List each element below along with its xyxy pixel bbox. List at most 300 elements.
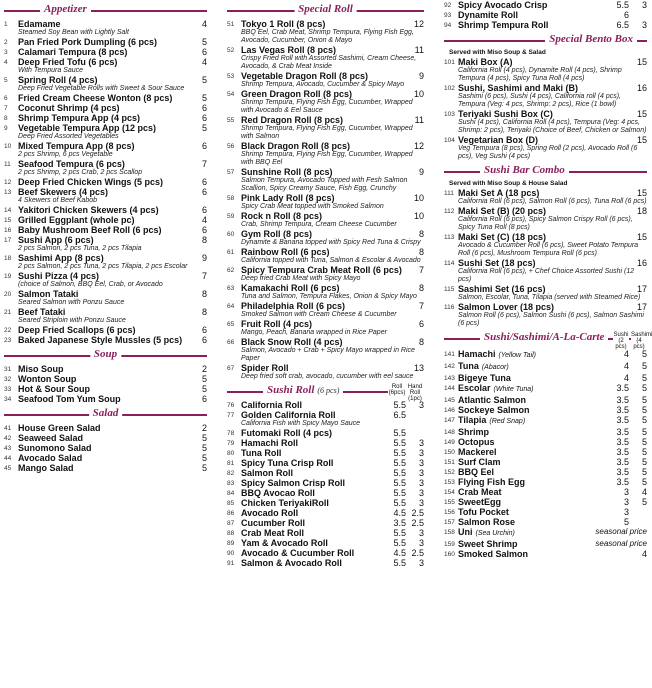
section-title [263,384,343,396]
menu-item [444,206,647,232]
item-name-text: Beef Skewers (4 pcs) [18,187,109,197]
item-number: 90 [227,550,235,557]
menu-item [444,135,647,161]
item-price: 13 [413,363,424,373]
menu-item [444,57,647,83]
price-primary: 4 [623,373,629,383]
item-price: 2 [201,364,207,374]
item-number: 94 [444,22,452,29]
item-number: 142 [444,363,455,370]
price-secondary: 3 [418,468,424,478]
item-name-text: Bigeye Tuna [458,373,511,383]
item-number: 9 [4,125,8,132]
item-description: California topped with Tuna, Salmon & Escolar & Avocado [241,257,421,264]
item-name-text: Mackerel [458,447,497,457]
item-name [241,229,424,239]
item-number: 53 [227,73,235,80]
item-name [241,247,424,257]
item-name-text: Spicy Tuna Crisp Roll [241,458,334,468]
menu-item [444,258,647,284]
item-name-text: Deep Fried Chicken Wings (5 pcs) [18,177,163,187]
item-alt-name: (Yellow Tail) [498,352,537,359]
menu-item [4,423,207,433]
item-name-text: Maki Set A (18 pcs) [458,188,540,198]
price-primary: 3.5 [616,467,629,477]
item-name-text: Uni [458,527,473,537]
menu-item [227,229,424,247]
item-alt-name: (Red Snap) [489,418,526,425]
item-number: 3 [4,49,8,56]
item-number: 32 [4,376,12,383]
menu-item [227,548,424,558]
menu-item [227,89,424,115]
item-name-text: Seafood Tom Yum Soup [18,394,121,404]
menu-item [227,115,424,141]
item-name [18,141,207,151]
menu-item [444,415,647,427]
item-description: Avocado & Cucumber Roll (6 pcs), Sweet Potato Tempura Roll (6 pcs), Mushroom Tempura Roll (6 pcs) [458,242,639,257]
item-number: 51 [227,21,235,28]
item-name-text: Pan Fried Pork Dumpling (6 pcs) [18,37,158,47]
item-number: 155 [444,499,455,506]
price-secondary: 5 [641,457,647,467]
item-description: Smoked Salmon with Cream Cheese & Cucumber [241,311,397,318]
item-description: California Roll (4 pcs), Dynamite Roll (4 pcs), Shrimp Tempura (4 pcs), Spicy Tuna Roll (4 pcs) [458,67,622,82]
item-number: 143 [444,375,455,382]
menu-item [227,19,424,45]
item-name-text: Salmon Roll [241,468,294,478]
item-number: 83 [227,480,235,487]
menu-item [4,394,207,404]
item-name [241,337,424,347]
item-name-text: Spicy Tempura Crab Meat Roll (6 pcs) [241,265,402,275]
item-price: 8 [418,229,424,239]
item-name [458,57,647,67]
price-secondary: 3 [418,478,424,488]
menu-item [227,265,424,283]
price-primary: 5.5 [393,558,406,568]
price-primary: 5.5 [393,458,406,468]
price-secondary: 3 [418,488,424,498]
price-secondary: 5 [641,361,647,371]
item-number: 88 [227,530,235,537]
item-name-text: Atlantic Salmon [458,395,527,405]
item-price: 6 [201,187,207,197]
item-price: 15 [636,188,647,198]
item-name-text: Gym Roll (8 pcs) [241,229,313,239]
menu-item [4,225,207,235]
item-number: 92 [444,2,452,9]
item-name-text: Seafood Tempura (6 pcs) [18,159,125,169]
item-number: 157 [444,519,455,526]
item-name-text: Sashimi App (8 pcs) [18,253,104,263]
item-name [458,549,647,559]
item-number: 18 [4,255,12,262]
item-name [18,443,207,453]
item-name-text: Octopus [458,437,495,447]
item-number: 44 [4,455,12,462]
item-description: Deep fried soft crab, avocado, cucumber with eel sauce [241,373,414,380]
item-name-text: Yakitori Chicken Skewers (4 pcs) [18,205,159,215]
price-secondary: 4 [641,549,647,559]
item-description: California Fish with Spicy Mayo Sauce [241,420,361,427]
item-description: Salmon Roll (6 pcs), Salmon Sushi (6 pcs), Salmon Sashimi (6 pcs) [458,312,644,327]
item-description: Seared Salmon with Ponzu Sauce [18,299,125,306]
item-description: Crab, Shrimp Tempura, Cream Cheese Cucumber [241,221,397,228]
section-title-text: Soup [93,348,118,360]
item-name [241,19,424,29]
price-primary: 3.5 [616,427,629,437]
item-number: 156 [444,509,455,516]
item-name-text: Black Snow Roll (4 pcs) [241,337,343,347]
item-number: 78 [227,430,235,437]
price-secondary: 3 [418,458,424,468]
price-secondary: 3 [418,498,424,508]
item-name-text: Chicken TeriyakiRoll [241,498,329,508]
item-number: 158 [444,529,455,536]
item-name-text: Calamari Tempura (8 pcs) [18,47,128,57]
item-description: Salmon Tempura, Avocado Topped with Fesh Salmon Scallion, Spicy Creamy Sauce, Fish Egg, Crunchy [241,177,408,192]
price-secondary: 5 [641,395,647,405]
menu-item [444,477,647,487]
item-number: 65 [227,321,235,328]
item-name [241,89,424,99]
price-secondary: 3 [418,448,424,458]
menu-item [4,433,207,443]
section-title [480,331,608,343]
menu-item [444,383,647,395]
item-number: 141 [444,351,455,358]
item-description: Salmon, Avocado + Crab + Spicy Mayo wrapped in Rice Paper [241,347,415,362]
item-name-text: Kamakachi Roll (6 pcs) [241,283,340,293]
menu-item [4,307,207,325]
item-number: 13 [4,189,12,196]
item-name [18,205,207,215]
item-price: 6 [201,103,207,113]
section-title-text: Sushi/Sashimi/A-La-Carte [484,331,605,343]
price-secondary: 5 [641,437,647,447]
item-number: 59 [227,213,235,220]
section-header [4,3,207,17]
menu-item [227,478,424,488]
item-name [458,135,647,145]
item-name-text: House Green Salad [18,423,101,433]
item-name-text: Fried Cream Cheese Wonton (8 pcs) [18,93,173,103]
item-price: 6 [201,141,207,151]
price-primary: 5.5 [616,0,629,10]
item-name-text: Tokyo 1 Roll (8 pcs) [241,19,326,29]
price-primary: 5 [623,517,629,527]
item-name-text: Golden California Roll [241,410,336,420]
item-number: 77 [227,412,235,419]
item-name-text: Yam & Avocado Roll [241,538,328,548]
menu-item [4,271,207,289]
price-secondary: 5 [641,477,647,487]
item-number: 16 [4,227,12,234]
item-description: Veg Tempura (8 pcs), Spring Roll (2 pcs), Avocado Roll (6 pcs), Veg Sushi (4 pcs) [458,145,638,160]
item-name-text: Maki Box (A) [458,57,513,67]
item-name-text: Sunshine Roll (8 pcs) [241,167,333,177]
item-price: 4 [201,57,207,67]
item-description: 2 pcs Shrimp, 6 pcs Vegetable [18,151,113,158]
menu-item [227,211,424,229]
price-primary: 3.5 [616,405,629,415]
item-number: 2 [4,39,8,46]
item-price: 5 [201,384,207,394]
item-name [18,225,207,235]
item-number: 103 [444,111,455,118]
item-number: 62 [227,267,235,274]
item-name-text: Flying Fish Egg [458,477,525,487]
item-name-text: Tilapia [458,415,487,425]
item-number: 34 [4,396,12,403]
item-description: Mango, Peach, Banana wrapped in Rice Paper [241,329,387,336]
item-price: 12 [413,19,424,29]
item-number: 7 [4,105,8,112]
item-number: 6 [4,95,8,102]
section-title [40,3,91,15]
item-price: 5 [201,374,207,384]
item-price: 4 [201,19,207,29]
menu-item [4,123,207,141]
menu-item [4,75,207,93]
menu-item [444,20,647,30]
menu-item [4,374,207,384]
section-header [4,407,207,421]
item-name-text: Surf Clam [458,457,501,467]
price-secondary: 4 [641,487,647,497]
item-description: Steamed Soy Bean with Lightly Salt [18,29,129,36]
item-name-text: SweetEgg [458,497,502,507]
item-price: 6 [201,325,207,335]
item-number: 17 [4,237,12,244]
item-name-text: Tofu Pocket [458,507,509,517]
item-number: 148 [444,429,455,436]
price-primary: 5.5 [393,498,406,508]
item-number: 147 [444,417,455,424]
item-number: 89 [227,540,235,547]
item-description: Dynamite & Banana topped with Spicy Red Tuna & Crispy [241,239,421,246]
section-header [227,384,424,402]
menu-item [4,113,207,123]
item-price: 5 [201,463,207,473]
item-name-text: Sockeye Salmon [458,405,530,415]
item-name [458,232,647,242]
seasonal-price: seasonal price [595,539,647,548]
column-header-sushi: Sushi (2 pcs) [613,332,629,350]
price-secondary: 3 [418,528,424,538]
price-primary: 3.5 [616,477,629,487]
section-title-text: Appetizer [44,3,87,15]
menu-item [4,384,207,394]
item-name [241,319,424,329]
section-header [444,33,647,47]
price-secondary: 3 [641,0,647,10]
menu-item [444,549,647,559]
menu-item [444,109,647,135]
section-header [227,3,424,17]
item-name-text: Cucumber Roll [241,518,306,528]
item-name [18,177,207,187]
item-description: Sushi (4 pcs), California Roll (4 pcs), Tempura (Veg: 4 pcs, Shrimp: 2 pcs), Teriyaki (Choice of Beef, Chicken or Salmon) [458,119,647,134]
item-name [18,113,207,123]
price-primary: 5.5 [393,538,406,548]
menu-item [4,47,207,57]
menu-item [227,528,424,538]
price-primary: 5.5 [393,400,406,410]
price-primary: 3.5 [616,437,629,447]
item-number: 19 [4,273,12,280]
menu-item [227,337,424,363]
menu-item [444,83,647,109]
item-name-text: BBQ Avocao Roll [241,488,315,498]
item-name [18,57,207,67]
item-name [18,433,207,443]
menu-item [444,507,647,517]
item-name-text: Mango Salad [18,463,74,473]
item-alt-name: (White Tuna) [493,386,534,393]
price-primary: 5.5 [393,528,406,538]
menu-item [227,448,424,458]
section-note: Served with Miso Soup & House Salad [449,180,568,187]
item-number: 150 [444,449,455,456]
menu-item [444,539,647,549]
menu-item [444,437,647,447]
item-name-text: Sushi Pizza (4 pcs) [18,271,100,281]
item-name-text: Avocado Salad [18,453,83,463]
menu-item [444,487,647,497]
item-name-text: Sweet Shrimp [458,539,518,549]
menu-item [4,141,207,159]
item-price: 8 [201,307,207,317]
item-name-text: Coconut Shrimp (4 pcs) [18,103,120,113]
item-price: 9 [201,253,207,263]
item-description: Tuna and Salmon, Tempura Flakes, Onion & Spicy Mayo [241,293,417,300]
item-name-text: Fruit Roll (4 pcs) [241,319,313,329]
item-description: 4 Skewers of Beef Kabob [18,197,97,204]
item-number: 82 [227,470,235,477]
menu-item [227,438,424,448]
menu-item [227,319,424,337]
item-name-text: Avocado & Cucumber Roll [241,548,355,558]
menu-item [4,103,207,113]
menu-item [4,289,207,307]
item-name [18,271,207,281]
item-number: 102 [444,85,455,92]
item-number: 149 [444,439,455,446]
item-number: 81 [227,460,235,467]
item-number: 111 [444,190,454,197]
menu-item [444,302,647,328]
item-description: Sashimi (6 pcs), Sushi (4 pcs), California roll (4 pcs), Tempura (Veg: 4 pcs, Shrimp: 2 pcs), Rice (1 bowl) [458,93,621,108]
menu-item [227,518,424,528]
menu-item [444,232,647,258]
item-name-text: Sushi Set (18 pcs) [458,258,536,268]
menu-item [227,283,424,301]
item-number: 14 [4,207,12,214]
item-number: 101 [444,59,455,66]
item-name-text: Salmon Tataki [18,289,79,299]
item-description: California Roll (6 pcs), Spicy Salmon Crispy Roll (6 pcs), Spicy Tuna Roll (8 pcs) [458,216,633,231]
section-title [545,33,637,45]
item-description: 2 pcs Salmon, 2 pcs Tuna, 2 pcs Tilapia [18,245,142,252]
item-name-text: Deep Fried Tofu (6 pcs) [18,57,118,67]
item-number: 22 [4,327,12,334]
price-primary: 3 [623,497,629,507]
item-price: 17 [636,302,647,312]
price-primary: 5.5 [393,448,406,458]
price-primary: 4 [623,361,629,371]
menu-item [444,467,647,477]
item-name-text: Teriyaki Sushi Box (C) [458,109,553,119]
price-secondary: 5 [641,467,647,477]
item-number: 66 [227,339,235,346]
item-number: 11 [4,161,11,168]
price-secondary: 3 [641,20,647,30]
menu-item [227,247,424,265]
item-description: (choice of Salmon, BBQ Eel, Crab, or Avocado [18,281,163,288]
item-name [241,141,424,151]
item-description: Deep Fried Assorted Vegetables [18,133,119,140]
item-number: 152 [444,469,455,476]
item-name-text: Sushi, Sashimi and Maki (B) [458,83,579,93]
item-price: 6 [418,319,424,329]
column-middle [227,0,424,568]
menu-item [444,373,647,383]
column-header-hand-roll: Hand Roll (1pc) [407,384,423,402]
item-number: 12 [4,179,12,186]
item-number: 15 [4,217,12,224]
price-secondary: 5 [641,373,647,383]
item-name-text: Green Dragon Roll (8 pcs) [241,89,353,99]
item-name-text: Sashimi Set (16 pcs) [458,284,546,294]
item-name-text: Black Dragon Roll (8 pcs) [241,141,351,151]
menu-item [444,284,647,302]
item-name [18,235,207,245]
item-name [18,123,207,133]
seasonal-price: seasonal price [595,527,647,536]
menu-item [227,71,424,89]
item-number: 93 [444,12,452,19]
menu-item [227,410,424,428]
item-name [241,167,424,177]
item-name [18,394,207,404]
item-number: 31 [4,366,12,373]
item-description: Crispy Fried Roll with Assorted Sashimi, Cream Cheese, Avocado, & Crab Meat Inside [241,55,417,70]
item-number: 84 [227,490,235,497]
item-name-text: Dynamite Roll [458,10,519,20]
item-description: 2 pcs Shrimp, 2 pcs Crab, 2 pcs Scallop [18,169,143,176]
item-description: With Tempura Sauce [18,67,84,74]
item-number: 145 [444,397,455,404]
item-number: 61 [227,249,235,256]
price-primary: 6.5 [616,20,629,30]
item-number: 154 [444,489,455,496]
menu-item [227,193,424,211]
item-number: 153 [444,479,455,486]
item-name-text: Red Dragon Roll (8 pcs) [241,115,344,125]
item-price: 8 [201,235,207,245]
menu-item [227,458,424,468]
item-name [458,302,647,312]
item-price: 15 [636,109,647,119]
item-name-text: Beef Tataki [18,307,66,317]
menu-item [4,215,207,225]
item-name-text: Escolar [458,383,491,393]
menu-item [4,19,207,37]
item-price: 5 [201,443,207,453]
price-primary: 4.5 [393,548,406,558]
